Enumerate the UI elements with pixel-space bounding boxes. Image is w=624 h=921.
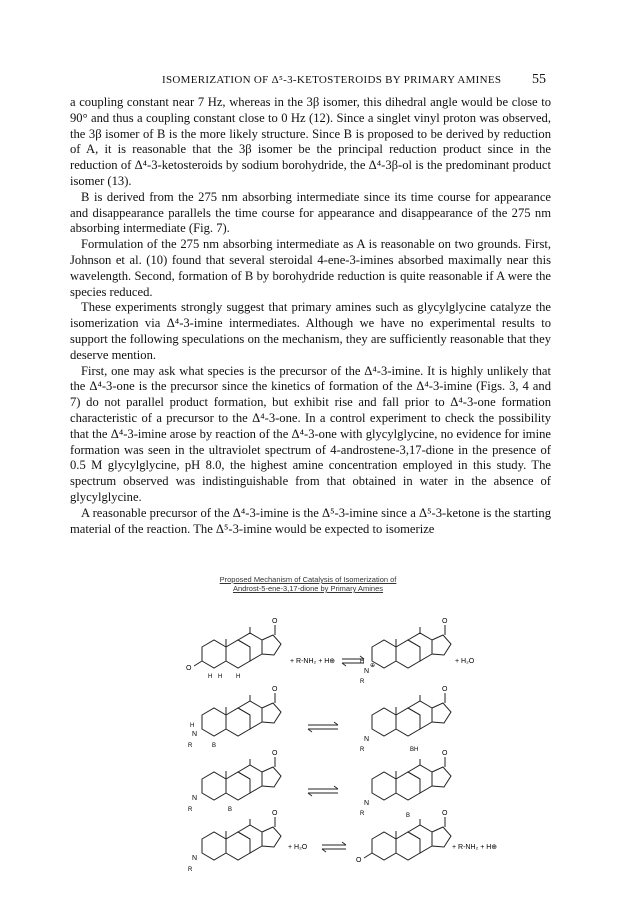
oxo-label-3: O bbox=[356, 857, 362, 864]
figure-caption bbox=[208, 575, 408, 593]
steroid-iminium-row3-left bbox=[188, 750, 281, 813]
reagent-amine-label-bottom: + R-NH₂ + H⊕ bbox=[452, 844, 498, 851]
r-label: R bbox=[188, 867, 193, 873]
oxo-label: O bbox=[442, 810, 448, 817]
paragraph-3: Formulation of the 275 nm absorbing intermediate as A is reasonable on two grounds. First, Johnson et al. (10) found that several steroidal 4-ene-3-imines absorbed maximally near this wavelength. Second, formation of B by borohydride reduction is quite reasonable if A were the species reduced. bbox=[70, 237, 551, 299]
base-label: B bbox=[228, 807, 233, 813]
oxo-label: O bbox=[272, 810, 278, 817]
steroid-iminium-row4-left bbox=[188, 810, 281, 873]
water-label: + H₂O bbox=[455, 658, 475, 665]
water-label-bottom: + H₂O bbox=[288, 844, 308, 851]
reagent-amine-label: + R-NH₂ + H⊕ bbox=[290, 658, 336, 665]
nitrogen-label: N bbox=[192, 731, 198, 738]
steroid-enamine-row3-right bbox=[360, 750, 451, 819]
h-label: H bbox=[218, 674, 223, 680]
r-label: R bbox=[188, 743, 193, 749]
equilibrium-arrow-3 bbox=[308, 786, 338, 796]
steroid-iminium-row2-right bbox=[360, 686, 451, 753]
oxo-label: O bbox=[272, 618, 278, 625]
oxo-label: O bbox=[442, 618, 448, 625]
running-header bbox=[0, 72, 624, 92]
page-number: 55 bbox=[532, 72, 546, 87]
h-label: H bbox=[360, 659, 365, 665]
h-label: H bbox=[208, 674, 213, 680]
nitrogen-label: N bbox=[364, 668, 370, 675]
equilibrium-arrow-4 bbox=[322, 842, 346, 852]
nitrogen-label: N bbox=[364, 800, 370, 807]
oxo-label: O bbox=[442, 750, 448, 757]
r-label: R bbox=[360, 811, 365, 817]
oxo-label: O bbox=[272, 686, 278, 693]
steroid-enamine-row2-left bbox=[188, 686, 281, 749]
paragraph-4: These experiments strongly suggest that primary amines such as glycylglycine catalyze the isomerization via Δ⁴-3-imine intermediates. Although we have no experimental results to support the following speculations on the mechanism, they are sufficiently reasonable that they deserve mention. bbox=[70, 300, 551, 362]
oxo-label: O bbox=[442, 686, 448, 693]
figure-caption-line-1: Proposed Mechanism of Catalysis of Isomerization of bbox=[219, 575, 397, 584]
base-label: B bbox=[212, 743, 217, 749]
paragraph-1: a coupling constant near 7 Hz, whereas in the 3β isomer, this dihedral angle would be close to 90° and thus a coupling constant close to 0 Hz (12). Since a singlet vinyl proton was observed, the 3β isomer of B is the more likely structure. Since B is proposed to be derived by reduction of A, it is reasonable that the 3β isomer be the principal reduction product since in the reduction of Δ⁴-3-ketosteroids by sodium borohydride, the Δ⁴-3β-ol is the predominant product isomer (13). bbox=[70, 95, 551, 188]
nitrogen-label: N bbox=[192, 855, 198, 862]
h-label: H bbox=[190, 723, 195, 729]
plus-charge: ⊕ bbox=[370, 663, 376, 669]
oxo-label-3: O bbox=[186, 665, 192, 672]
paragraph-2: B is derived from the 275 nm absorbing intermediate since its time course for appearance and disappearance parallels the time course for appearance and disappearance of the 275 nm absorbing intermediate (Fig. 7). bbox=[70, 189, 551, 236]
equilibrium-arrow-2 bbox=[308, 722, 338, 732]
mechanism-diagram bbox=[150, 597, 498, 873]
mechanism-figure bbox=[150, 575, 498, 873]
paragraph-5: First, one may ask what species is the precursor of the Δ⁴-3-imine. It is highly unlikely that the Δ⁴-3-one is the precursor since the kinetics of formation of the Δ⁴-3-imine (Figs. 3, 4 and 7) do not parallel product formation, but exhibit rise and fall prior to Δ⁴-3-one formation characteristic of a precursor to the Δ⁴-3-one. In a control experiment to check the possibility that the Δ⁴-3-imine arose by reaction of the Δ⁴-3-one with glycylglycine, no evidence for imine formation was seen in the ultraviolet spectrum of 4-androstene-3,17-dione in the presence of 0.5 M glycylglycine, pH 8.0, the highest amine concentration employed in this study. The spectrum observed was indistinguishable from that obtained in water in the absence of glycylglycine. bbox=[70, 363, 551, 504]
h-label: H bbox=[236, 674, 241, 680]
paragraph-6: A reasonable precursor of the Δ⁴-3-imine is the Δ⁵-3-imine since a Δ⁵-3-ketone is the starting material of the reaction. The Δ⁵-3-imine would be expected to isomerize bbox=[70, 505, 551, 536]
r-label: R bbox=[360, 679, 365, 685]
nitrogen-label: N bbox=[364, 736, 370, 743]
steroid-ketone-row1-left bbox=[186, 618, 281, 680]
body-text bbox=[70, 95, 551, 537]
r-label: R bbox=[188, 807, 193, 813]
oxo-label: O bbox=[272, 750, 278, 757]
base-label: B bbox=[406, 813, 411, 819]
r-label: R bbox=[360, 747, 365, 753]
steroid-ketone-row4-right bbox=[356, 810, 451, 864]
figure-caption-line-2: Androst-5-ene-3,17-dione by Primary Amines bbox=[232, 584, 384, 593]
base-h-label: BH bbox=[410, 747, 419, 753]
nitrogen-label: N bbox=[192, 795, 198, 802]
running-title: ISOMERIZATION OF Δ⁵-3-KETOSTEROIDS BY PRIMARY AMINES bbox=[162, 74, 502, 86]
steroid-iminium-row1-right bbox=[360, 618, 451, 685]
